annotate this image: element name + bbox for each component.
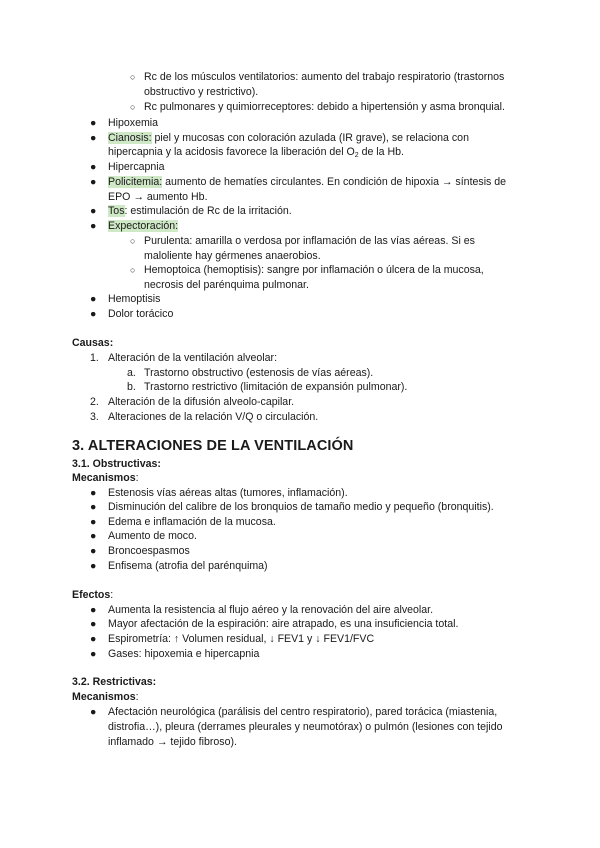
numbered-item: Alteraciones de la relación V/Q o circulación. xyxy=(108,411,319,423)
list-item: Espirometría: ↑ Volumen residual, ↓ FEV1 y ↓ FEV1/FVC xyxy=(108,633,375,645)
list-item-policitemia: Policitemia: aumento de hematíes circulantes. En condición de hipoxia → síntesis de xyxy=(108,176,507,188)
bullet-icon: ● xyxy=(90,161,97,173)
list-item-expectoracion xyxy=(108,219,178,234)
list-item: Disminución del calibre de los bronquios de tamaño medio y pequeño (bronquitis). xyxy=(108,501,494,513)
bullet-icon: ● xyxy=(90,706,97,718)
list-number: 1. xyxy=(90,352,99,364)
bullet-icon: ● xyxy=(90,308,97,320)
circle-bullet-icon: ○ xyxy=(130,236,136,246)
mecanismos-label: Mecanismos: xyxy=(72,472,139,484)
bullet-icon: ● xyxy=(90,618,97,630)
list-item-cianosis xyxy=(108,131,469,146)
bullet-icon: ● xyxy=(90,530,97,542)
bullet-icon: ● xyxy=(90,604,97,616)
list-item-continuation: hipercapnia y la acidosis favorece la liberación del $O_2$ de la Hb. xyxy=(108,146,404,159)
list-item-continuation: EPO → aumento Hb. xyxy=(108,191,208,203)
bullet-icon: ● xyxy=(90,176,97,188)
list-item-continuation: inflamado → tejido fibroso). xyxy=(108,736,237,748)
numbered-item: Alteración de la difusión alveolo-capilar. xyxy=(108,396,295,408)
list-item: Dolor torácico xyxy=(108,308,174,320)
list-item: Rc de los músculos ventilatorios: aumento del trabajo respiratorio (trastornos xyxy=(144,71,505,83)
bullet-icon: ● xyxy=(90,132,97,144)
list-letter: b. xyxy=(127,381,136,393)
list-item: Hemoptisis xyxy=(108,293,161,305)
list-number: 2. xyxy=(90,396,99,408)
list-item: Aumenta la resistencia al flujo aéreo y la renovación del aire alveolar. xyxy=(108,604,434,616)
bullet-icon: ● xyxy=(90,633,97,645)
list-item-continuation: necrosis del parénquima pulmonar. xyxy=(144,279,309,291)
list-item: Mayor afectación de la espiración: aire atrapado, es una insuficiencia total. xyxy=(108,618,459,630)
subsection-heading: 3.2. Restrictivas: xyxy=(72,676,157,688)
bullet-icon: ● xyxy=(90,205,97,217)
bullet-icon: ● xyxy=(90,545,97,557)
causas-label: Causas: xyxy=(72,337,114,349)
lettered-item: Trastorno restrictivo (limitación de expansión pulmonar). xyxy=(144,381,408,393)
list-letter: a. xyxy=(127,367,136,379)
circle-bullet-icon: ○ xyxy=(130,102,136,112)
list-item-continuation: obstructivo y restrictivo). xyxy=(144,86,259,98)
subscript: 2 xyxy=(354,152,359,159)
circle-bullet-icon: ○ xyxy=(130,72,136,82)
list-item: Hipercapnia xyxy=(108,161,165,173)
bullet-icon: ● xyxy=(90,293,97,305)
list-item: Purulenta: amarilla o verdosa por inflamación de las vías aéreas. Si es xyxy=(144,235,475,247)
list-item: Gases: hipoxemia e hipercapnia xyxy=(108,648,260,660)
lettered-item: Trastorno obstructivo (estenosis de vías aéreas). xyxy=(144,367,374,379)
bullet-icon: ● xyxy=(90,220,97,232)
highlight-term: Tos xyxy=(108,205,125,217)
list-item-text: piel y mucosas con coloración azulada (IR grave), se relaciona con xyxy=(151,132,469,144)
list-item-continuation: maloliente hay gérmenes anaerobios. xyxy=(144,250,321,262)
list-item: Aumento de moco. xyxy=(108,530,197,542)
bullet-icon: ● xyxy=(90,117,97,129)
highlight-term: Cianosis: xyxy=(108,132,152,144)
subsection-heading: 3.1. Obstructivas: xyxy=(72,458,161,470)
bullet-icon: ● xyxy=(90,560,97,572)
list-item-continuation: distrofia…), pleura (derrames pleurales y neumotórax) o pulmón (lesiones con tejido xyxy=(108,721,503,733)
efectos-label: Efectos: xyxy=(72,589,114,601)
list-number: 3. xyxy=(90,411,99,423)
bullet-icon: ● xyxy=(90,648,97,660)
list-item: Hemoptoica (hemoptisis): sangre por inflamación o úlcera de la mucosa, xyxy=(144,264,484,276)
list-item: Afectación neurológica (parálisis del centro respiratorio), pared torácica (miastenia, xyxy=(108,706,498,718)
highlight-term: Policitemia: xyxy=(108,176,163,188)
circle-bullet-icon: ○ xyxy=(130,265,136,275)
section-heading: 3. ALTERACIONES DE LA VENTILACIÓN xyxy=(72,438,354,454)
bullet-icon: ● xyxy=(90,501,97,513)
list-item: Estenosis vías aéreas altas (tumores, inflamación). xyxy=(108,487,348,499)
list-item: Rc pulmonares y quimiorreceptores: debido a hipertensión y asma bronquial. xyxy=(144,101,505,113)
bullet-icon: ● xyxy=(90,487,97,499)
highlight-term: Expectoración: xyxy=(108,220,179,232)
list-item: Hipoxemia xyxy=(108,117,159,129)
list-item-tos: Tos: estimulación de Rc de la irritación. xyxy=(108,205,292,217)
list-item: Broncoespasmos xyxy=(108,545,190,557)
bullet-icon: ● xyxy=(90,516,97,528)
list-item: Enfisema (atrofia del parénquima) xyxy=(108,560,268,572)
list-item: Edema e inflamación de la mucosa. xyxy=(108,516,276,528)
numbered-item: Alteración de la ventilación alveolar: xyxy=(108,352,278,364)
mecanismos-label: Mecanismos: xyxy=(72,691,139,703)
